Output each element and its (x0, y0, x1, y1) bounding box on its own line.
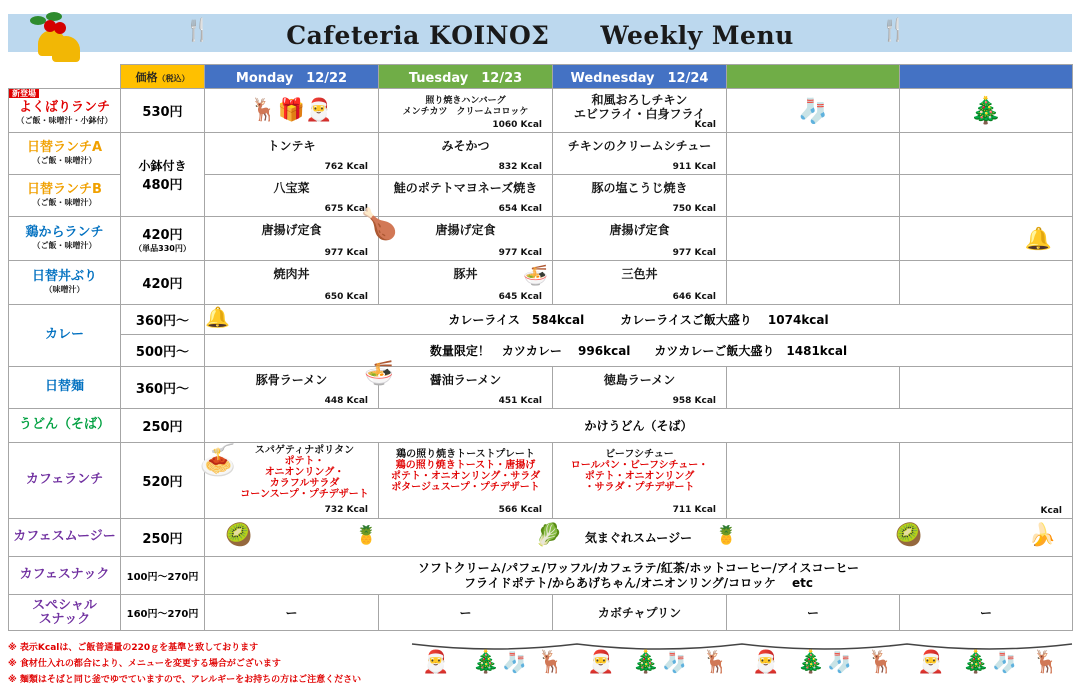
cafe-lunch-tuesday: 鶏の照り焼きトーストプレート 鶏の照り焼きトースト・唐揚げ ポテト・オニオンリング・サラダ ポタージュスープ・プチデザート 566 Kcal (379, 443, 553, 519)
fork-knife-icon: 🍴 (184, 18, 212, 43)
thursday-header (727, 65, 900, 89)
yokubari-thursday (727, 89, 900, 133)
higawari-a-friday (900, 133, 1073, 175)
karaage-thursday (727, 217, 900, 261)
price-special: 160円～270円 (121, 595, 205, 631)
category-cafe-lunch: カフェランチ (9, 443, 121, 519)
pineapple-icon: 🍍 (355, 525, 378, 546)
fried-chicken-icon: 🍗 (360, 207, 398, 242)
category-karaage: 鶏からランチ （ご飯・味噌汁） (9, 217, 121, 261)
category-smoothie: カフェスムージー (9, 519, 121, 557)
bell-icon: 🔔 (1024, 227, 1052, 252)
price-donburi: 420円 (121, 261, 205, 305)
reindeer-icon: 🦌 (537, 650, 565, 675)
yokubari-monday (205, 89, 379, 133)
higawari-b-thursday (727, 175, 900, 217)
men-tuesday: 醤油ラーメン 451 Kcal (379, 367, 553, 409)
smoothie-line: 🥝 🍍 🥬 気まぐれスムージー 🍍 🥝 🍌 (205, 519, 1073, 557)
category-higawari-a: 日替ランチA （ご飯・味噌汁） (9, 133, 121, 175)
karaage-monday: 唐揚げ定食 977 Kcal 🍗 (205, 217, 379, 261)
santa-icon: 🎅 (752, 650, 780, 675)
price-yokubari: 530円 (121, 89, 205, 133)
higawari-b-friday (900, 175, 1073, 217)
stocking-icon: 🧦 (992, 650, 1017, 674)
category-higawari-b: 日替ランチB （ご飯・味噌汁） (9, 175, 121, 217)
karaage-tuesday: 唐揚げ定食 977 Kcal (379, 217, 553, 261)
footnotes (8, 640, 361, 688)
higawari-b-tuesday: 鮭のポテトマヨネーズ焼き 654 Kcal (379, 175, 553, 217)
yokubari-wednesday: 和風おろしチキン エビフライ・白身フライ Kcal (553, 89, 727, 133)
tree-icon: 🎄 (797, 650, 825, 675)
monday-header: Monday 12/22 (205, 65, 379, 89)
karaage-friday (900, 217, 1073, 261)
higawari-a-tuesday: みそかつ 832 Kcal (379, 133, 553, 175)
price-curry-1: 360円～ (121, 305, 205, 335)
price-higawari: 小鉢付き 480円 (121, 133, 205, 217)
bowl-icon: 🍜 (523, 263, 548, 287)
donburi-monday: 焼肉丼 650 Kcal (205, 261, 379, 305)
friday-header (900, 65, 1073, 89)
men-wednesday: 徳島ラーメン 958 Kcal (553, 367, 727, 409)
donburi-friday (900, 261, 1073, 305)
kiwi-icon: 🥝 (895, 523, 923, 548)
tree-icon: 🎄 (472, 650, 500, 675)
banana-icon: 🍌 (1028, 523, 1056, 548)
greens-icon: 🥬 (535, 523, 563, 548)
higawari-a-wednesday: チキンのクリームシチュー 911 Kcal (553, 133, 727, 175)
category-curry: カレー (9, 305, 121, 367)
christmas-bell-icon (28, 8, 88, 68)
fork-knife-icon: 🍴 (880, 18, 908, 43)
curry-line-1: 🔔 カレーライス 584kcal カレーライスご飯大盛り 1074kcal (205, 305, 1073, 335)
special-wednesday: カボチャプリン (553, 595, 727, 631)
higawari-b-wednesday: 豚の塩こうじ焼き 750 Kcal (553, 175, 727, 217)
cafe-lunch-wednesday: ビーフシチュー ロールパン・ビーフシチュー・ ポテト・オニオンリング ・サラダ・プチデザート 711 Kcal (553, 443, 727, 519)
category-donburi: 日替丼ぶり （味噌汁） (9, 261, 121, 305)
pineapple-icon: 🍍 (715, 525, 738, 546)
reindeer-icon: 🦌 (702, 650, 730, 675)
karaage-wednesday: 唐揚げ定食 977 Kcal (553, 217, 727, 261)
higawari-a-monday: トンテキ 762 Kcal (205, 133, 379, 175)
men-monday: 豚骨ラーメン 448 Kcal 🍜 (205, 367, 379, 409)
category-special: スペシャル スナック (9, 595, 121, 631)
stocking-icon: 🧦 (502, 650, 527, 674)
new-badge: 新登場 (9, 89, 39, 98)
price-men: 360円～ (121, 367, 205, 409)
higawari-b-monday: 八宝菜 675 Kcal (205, 175, 379, 217)
price-smoothie: 250円 (121, 519, 205, 557)
yokubari-friday (900, 89, 1073, 133)
stocking-icon: 🧦 (662, 650, 687, 674)
footnote-allergy: ※ 麺類はそばと同じ釜でゆでていますので、アレルギーをお持ちの方はご注意ください (8, 675, 362, 685)
men-thursday (727, 367, 900, 409)
yokubari-tuesday: 照り焼きハンバーグ メンチカツ クリームコロッケ 1060 Kcal (379, 89, 553, 133)
donburi-tuesday: 豚丼 645 Kcal 🍜 (379, 261, 553, 305)
category-yokubari: 新登場 よくばりランチ （ご飯・味噌汁・小鉢付） (9, 89, 121, 133)
category-udon: うどん（そば） (9, 409, 121, 443)
donburi-wednesday: 三色丼 646 Kcal (553, 261, 727, 305)
christmas-garland (412, 640, 1072, 690)
special-tuesday: ー (379, 595, 553, 631)
men-friday (900, 367, 1073, 409)
page-title: Cafeteria ΚΟΙΝΟΣ Weekly Menu (286, 21, 794, 50)
special-monday: ー (205, 595, 379, 631)
stocking-icon: 🧦 (798, 96, 828, 125)
santa-icon: 🎅 (587, 650, 615, 675)
price-snack: 100円～270円 (121, 557, 205, 595)
price-karaage: 420円 （単品330円） (121, 217, 205, 261)
category-snack: カフェスナック (9, 557, 121, 595)
category-men: 日替麺 (9, 367, 121, 409)
kiwi-icon: 🥝 (225, 523, 253, 548)
reindeer-icon: 🦌 (1032, 650, 1060, 675)
reindeer-gift-icon: 🦌🎁🎅 (250, 98, 333, 123)
footnote-kcal: ※ 表示Kcalは、ご飯普通量の220ｇを基準と致しております (8, 643, 259, 653)
santa-icon: 🎅 (917, 650, 945, 675)
price-curry-2: 500円～ (121, 335, 205, 367)
tuesday-header: Tuesday 12/23 (379, 65, 553, 89)
curry-line-2: 数量限定！ カツカレー 996kcal カツカレーご飯大盛り 1481kcal (205, 335, 1073, 367)
special-friday: ー (900, 595, 1073, 631)
tree-icon: 🎄 (632, 650, 660, 675)
donburi-thursday (727, 261, 900, 305)
special-thursday: ー (727, 595, 900, 631)
menu-table (8, 64, 1073, 631)
stocking-icon: 🧦 (827, 650, 852, 674)
price-udon: 250円 (121, 409, 205, 443)
reindeer-icon: 🦌 (867, 650, 895, 675)
wreath-icon: 🎄 (969, 95, 1003, 126)
wednesday-header: Wednesday 12/24 (553, 65, 727, 89)
price-cafe-lunch: 520円 (121, 443, 205, 519)
ramen-icon: 🍜 (364, 359, 394, 387)
snack-line: ソフトクリーム/パフェ/ワッフル/カフェラテ/紅茶/ホットコーヒー/アイスコーヒー フライドポテト/からあげちゃん/オニオンリング/コロッケ etc (205, 557, 1073, 595)
food-plate-icon: 🍝 (199, 443, 237, 478)
cafe-lunch-thursday (727, 443, 900, 519)
udon-line: かけうどん（そば） (205, 409, 1073, 443)
tree-icon: 🎄 (962, 650, 990, 675)
bell-icon: 🔔 (205, 305, 230, 329)
cafe-lunch-friday: Kcal (900, 443, 1073, 519)
higawari-a-thursday (727, 133, 900, 175)
cafe-lunch-monday: 🍝 スパゲティナポリタン ポテト・ オニオンリング・ カラフルサラダ コーンスープ・プチデザート 732 Kcal (205, 443, 379, 519)
footnote-change: ※ 食材仕入れの都合により、メニューを変更する場合がございます (8, 659, 281, 669)
price-header: 価格（税込） (121, 65, 205, 89)
title-bar (8, 14, 1072, 52)
santa-icon: 🎅 (422, 650, 450, 675)
